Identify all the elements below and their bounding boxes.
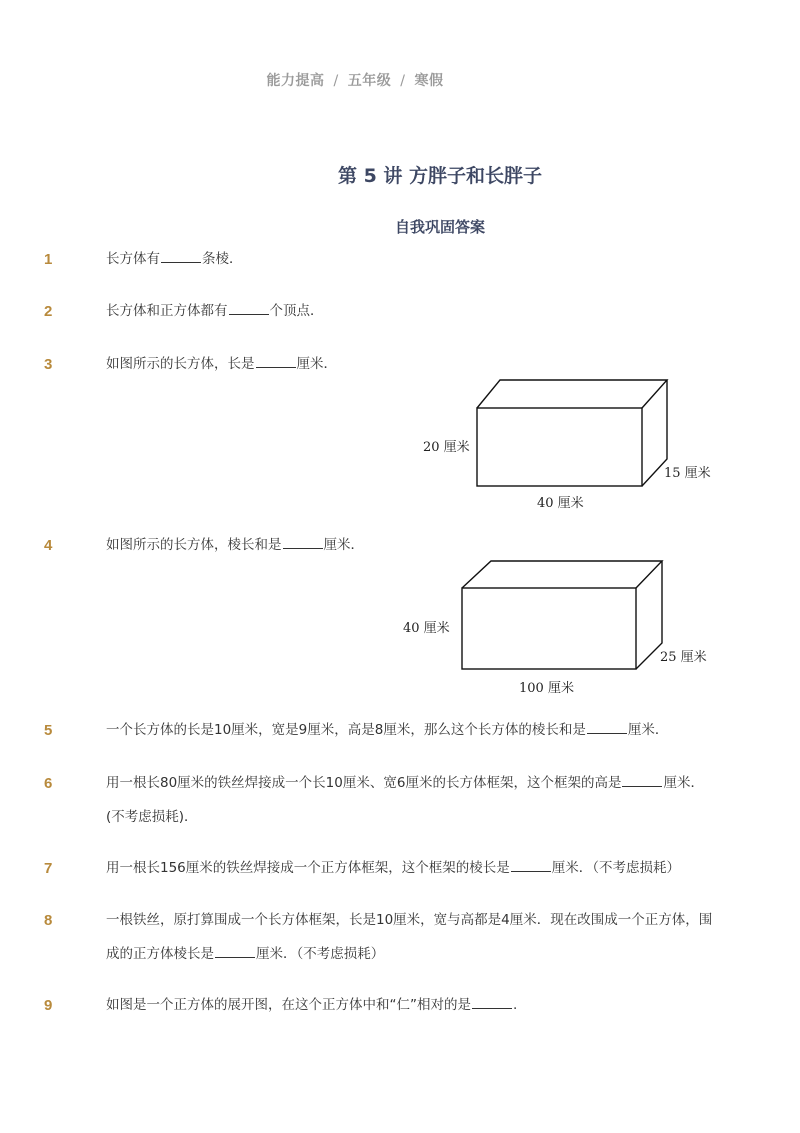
answer-blank: [587, 719, 627, 734]
question-number: 7: [44, 860, 53, 877]
question-number: 9: [44, 997, 53, 1014]
question-text-after: 厘米．(不考虑损耗)．: [106, 775, 704, 825]
question-number: 4: [44, 537, 53, 554]
cuboid-figure-3: [415, 372, 725, 517]
breadcrumb-item: 能力提高: [266, 73, 325, 89]
breadcrumb-item: 五年级: [347, 73, 392, 89]
depth-label: 25 厘米: [660, 650, 707, 665]
question-text-before: 如图是一个正方体的展开图，在这个正方体中和“仁”相对的是: [106, 997, 471, 1013]
question-text: [106, 766, 718, 834]
question-number: 6: [44, 775, 53, 792]
question-number: 1: [44, 251, 53, 268]
question-number: 3: [44, 356, 53, 373]
question-text: [106, 988, 718, 1022]
page-subtitle: 自我巩固答案: [394, 218, 485, 236]
question-text: [106, 851, 718, 885]
answer-blank: [229, 300, 269, 315]
question-text-before: 长方体有: [106, 251, 160, 267]
breadcrumb-separator: /: [400, 73, 406, 89]
length-label: 40 厘米: [537, 496, 584, 511]
answer-blank: [283, 534, 323, 549]
page-title: 第 5 讲 方胖子和长胖子: [337, 165, 543, 187]
answer-blank: [256, 353, 296, 368]
cuboid-front-face: [477, 408, 642, 486]
question-text-before: 用一根长156厘米的铁丝焊接成一个正方体框架，这个框架的棱长是: [106, 860, 510, 876]
height-label: 40 厘米: [403, 621, 450, 636]
question-number: 5: [44, 722, 53, 739]
question-text: [106, 903, 718, 971]
question-text: [106, 242, 718, 276]
question-text-before: 一个长方体的长是10厘米，宽是9厘米，高是8厘米，那么这个长方体的棱长和是: [106, 722, 586, 738]
cuboid-top-face: [462, 561, 662, 588]
question-text-after: .: [513, 997, 518, 1013]
answer-blank: [161, 248, 201, 263]
question-text-after: 厘米．: [323, 537, 364, 553]
length-label: 100 厘米: [519, 681, 574, 696]
cuboid-figure-4: [395, 555, 725, 700]
question-text-before: 如图所示的长方体，长是: [106, 356, 255, 372]
question-text-after: 厘米．: [627, 722, 669, 738]
answer-blank: [472, 994, 512, 1009]
question-text-after: 厘米．（不考虑损耗）: [256, 946, 385, 962]
depth-label: 15 厘米: [664, 466, 711, 481]
breadcrumb-separator: /: [333, 73, 339, 89]
question-number: 2: [44, 303, 53, 320]
height-label: 20 厘米: [423, 440, 470, 455]
question-text-before: 用一根长80厘米的铁丝焊接成一个长10厘米、宽6厘米的长方体框架，这个框架的高是: [106, 775, 622, 791]
question-text-after: 个顶点．: [269, 303, 324, 319]
question-text-after: 厘米．: [296, 356, 337, 372]
answer-blank: [215, 943, 255, 958]
breadcrumb-item: 寒假: [414, 73, 444, 89]
question-text-before: 如图所示的长方体，棱长和是: [106, 537, 282, 553]
question-text-before: 一根铁丝，原打算围成一个长方体框架，长是10厘米，宽与高都是4厘米．现在改围成一个正方体，围成的正方体棱长是: [106, 912, 713, 962]
cuboid-front-face: [462, 588, 636, 669]
answer-blank: [511, 857, 551, 872]
question-text-after: 厘米．（不考虑损耗）: [551, 860, 681, 876]
question-number: 8: [44, 912, 53, 929]
question-text-before: 长方体和正方体都有: [106, 303, 228, 319]
question-text: [106, 713, 718, 747]
question-text-after: 条棱．: [202, 251, 243, 267]
question-text: [106, 294, 718, 328]
cuboid-side-face: [636, 561, 662, 669]
breadcrumb: [0, 70, 710, 90]
cuboid-top-face: [477, 380, 667, 408]
answer-blank: [622, 772, 662, 787]
